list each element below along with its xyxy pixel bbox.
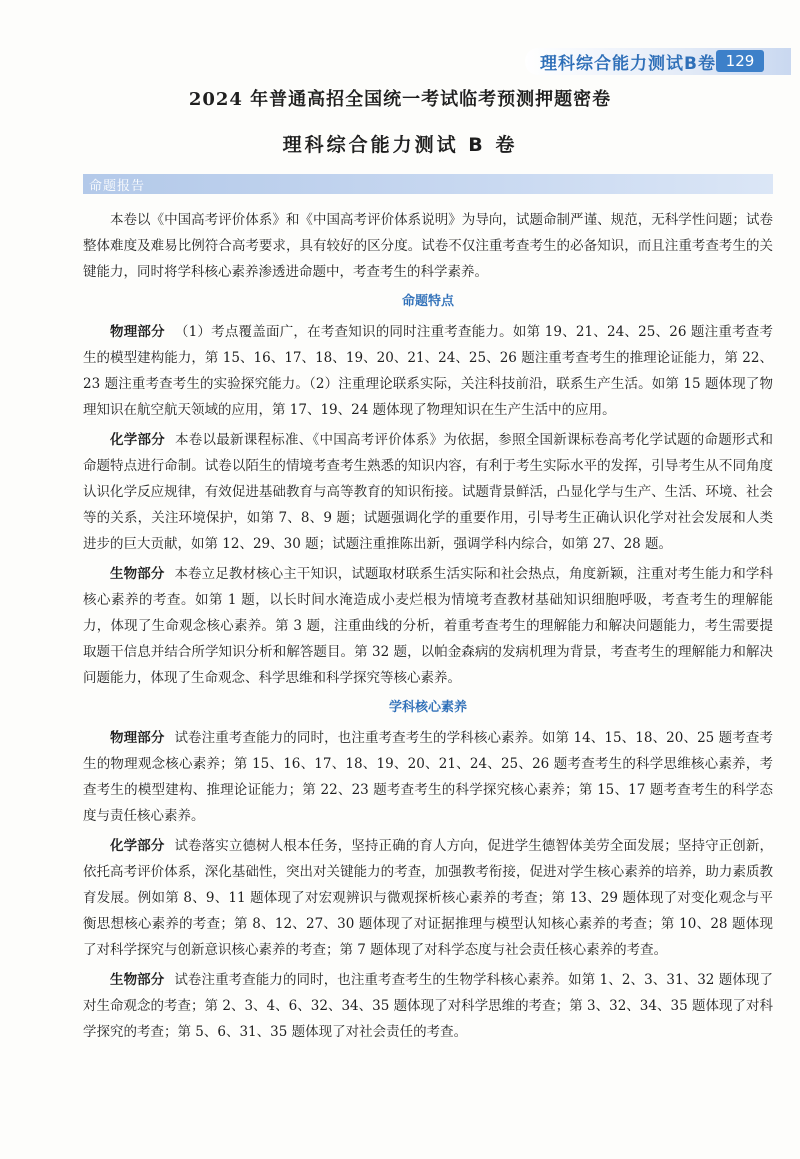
section-bar: [83, 174, 773, 194]
page-title: 2024 年普通高招全国统一考试临考预测押题密卷: [188, 89, 612, 110]
part-label: 化学部分: [110, 838, 165, 854]
section-label: 命题报告: [89, 179, 146, 194]
page-number: 129: [716, 50, 764, 72]
literacy-chemistry-paragraph: [83, 833, 773, 963]
part-label: 化学部分: [110, 432, 165, 448]
features-biology-paragraph: [83, 561, 773, 691]
features-physics-paragraph: [83, 319, 773, 423]
part-label: 物理部分: [110, 324, 165, 340]
paragraph-text: 试卷注重考查能力的同时，也注重考查考生的生物学科核心素养。如第 1、2、3、31、32 题体现了对生命观念的考查；第 2、3、4、6、32、34、35 题体现了对科学思维的考查；第 3、32、34、35 题体现了对科学探究的考查；第 5、6、31、35 题体现了对社会责任的考查。: [83, 972, 773, 1040]
part-label: 生物部分: [110, 566, 165, 582]
paragraph-text: 本卷立足教材核心主干知识，试题取材联系生活实际和社会热点，角度新颖，注重对考生能力和学科核心素养的考查。如第 1 题，以长时间水淹造成小麦烂根为情境考查教材基础知识细胞呼吸，考查考生的理解能力，体现了生命观念核心素养。第 3 题，注重曲线的分析，着重考查考生的理解能力和解决问题能力，考生需要提取题干信息并结合所学知识分析和解答题目。第 32 题，以帕金森病的发病机理为背景，考查考生的理解能力和解决问题能力，体现了生命观念、科学思维和科学探究等核心素养。: [83, 566, 774, 686]
paragraph-text: 试卷注重考查能力的同时，也注重考查考生的学科核心素养。如第 14、15、18、20、25 题考查考生的物理观念核心素养；第 15、16、17、18、19、20、21、24、25、26 题考查考生的科学思维核心素养，考查考生的模型建构、推理论证能力；第 22、23 题考查考生的科学探究核心素养；第 15、17 题考查考生的科学态度与责任核心素养。: [83, 730, 773, 824]
part-label: 物理部分: [110, 730, 165, 746]
paragraph-text: 试卷落实立德树人根本任务，坚持正确的育人方向，促进学生德智体美劳全面发展；坚持守正创新，依托高考评价体系，深化基础性，突出对关键能力的考查，加强教考衔接，促进对学生核心素养的培养，助力素质教育发展。例如第 8、9、11 题体现了对宏观辨识与微观探析核心素养的考查；第 13、29 题体现了对变化观念与平衡思想核心素养的考查；第 8、12、27、30 题体现了对证据推理与模型认知核心素养的考查；第 10、28 题体现了对科学探究与创新意识核心素养的考查；第 7 题体现了对科学态度与社会责任核心素养的考查。: [83, 838, 774, 958]
report-content: [83, 207, 773, 1049]
features-heading: 命题特点: [401, 294, 454, 309]
part-label: 生物部分: [110, 972, 165, 988]
header-label: 理科综合能力测试B卷: [540, 54, 716, 74]
literacy-biology-paragraph: [83, 967, 773, 1045]
features-chemistry-paragraph: [83, 427, 773, 557]
intro-paragraph: 本卷以《中国高考评价体系》和《中国高考评价体系说明》为导向，试题命制严谨、规范，无科学性问题；试卷整体难度及难易比例符合高考要求，具有较好的区分度。试卷不仅注重考查考生的必备知识，而且注重考查考生的关键能力，同时将学科核心素养渗透进命题中，考查考生的科学素养。: [83, 212, 773, 280]
paragraph-text: 本卷以最新课程标准、《中国高考评价体系》为依据，参照全国新课标卷高考化学试题的命题形式和命题特点进行命制。试卷以陌生的情境考查考生熟悉的知识内容，有利于考生实际水平的发挥，引导考生从不同角度认识化学反应规律，有效促进基础教育与高等教育的知识衔接。试题背景鲜活，凸显化学与生产、生活、环境、社会等的关系，关注环境保护，如第 7、8、9 题；试题强调化学的重要作用，引导考生正确认识化学对社会发展和人类进步的巨大贡献，如第 12、29、30 题；试题注重推陈出新，强调学科内综合，如第 27、28 题。: [83, 432, 773, 552]
page-subtitle: 理科综合能力测试 B 卷: [282, 134, 518, 156]
literacy-heading: 学科核心素养: [388, 700, 467, 715]
literacy-physics-paragraph: [83, 725, 773, 829]
paragraph-text: （1）考点覆盖面广，在考查知识的同时注重考查能力。如第 19、21、24、25、26 题注重考查考生的模型建构能力，第 15、16、17、18、19、20、21、24、25、26 题注重考查考生的推理论证能力，第 22、23 题注重考查考生的实验探究能力。（2）注重理论联系实际，关注科技前沿，联系生产生活。如第 15 题体现了物理知识在航空航天领域的应用，第 17、19、24 题体现了物理知识在生产生活中的应用。: [83, 324, 774, 418]
